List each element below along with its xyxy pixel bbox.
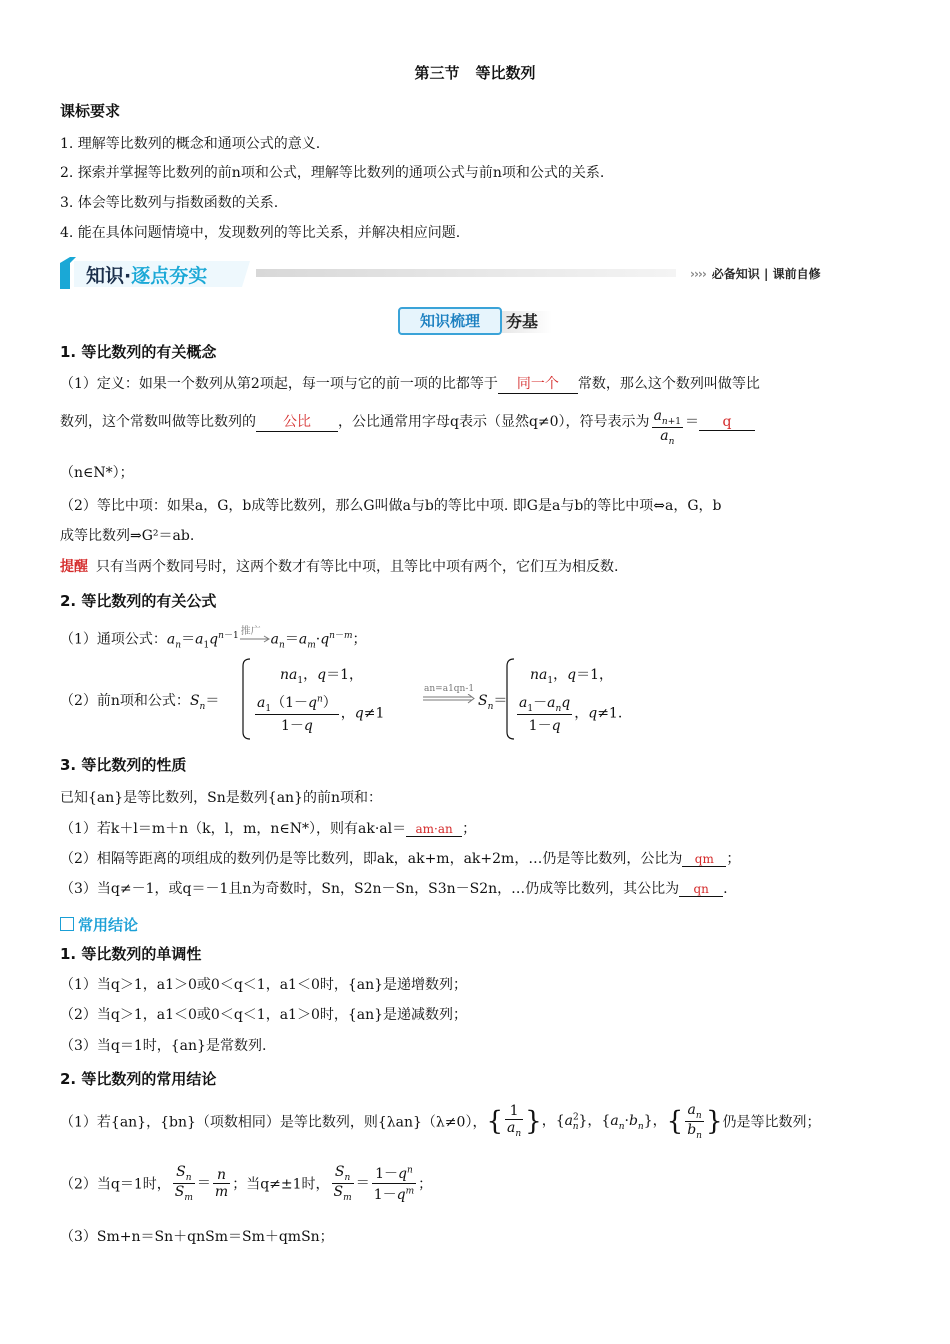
conclusion-text: 仍是等比数列； [722,1114,821,1131]
monotonic-3: （3）当q＝1时，{an}是常数列. [60,1038,267,1054]
property-1: （1）若k＋l＝m＋n（k，l，m，n∈N*），则有ak·al＝ am·an ； [60,821,477,837]
general-term-formula: （1）通项公式：$a_n=a_1q^{n-1}$ 推广 $a_n=a_m\cdot q^{n-m}$； [60,628,367,650]
section-topic: 等比数列 [475,64,536,82]
sum-case-3: $na_1$，q＝1， [530,667,614,686]
sub-banner-box: 知识梳理 [398,307,502,335]
definition-text: 常数，那么这个数列叫做等比 [577,376,760,392]
conclusion-3: （3）Sm+n＝Sn＋qnSm＝Sm＋qmSn； [60,1229,334,1245]
requirement-item: 2. 探索并掌握等比数列的前n项和公式，理解等比数列的通项公式与前n项和公式的关系. [60,165,605,181]
mean-line-2: 成等比数列⇒G²＝ab. [60,528,195,544]
sub-banner-text: 夯基 [506,312,539,331]
conclusion-1: （1）若{an}，{bn}（项数相同）是等比数列，则{λan}（λ≠0），{ $\frac{1}{a_n}$ }，$\{a^2_n\}$，$\{a_n\cdot b_n\}$，{ $\frac{a_n}{b_n}$ }仍是等比数列； [60,1102,821,1141]
chevrons-icon: ›››› [690,267,706,281]
ratio-fraction: $\frac{a_{n+1}}{a_n}$ [653,408,681,447]
s2-heading: 2. 等比数列的有关公式 [60,592,217,610]
sum-fraction: $\frac{a_1(1-q^n)}{1-q}$ [255,692,339,735]
definition-line-1 [60,373,760,394]
requirement-item: 3. 体会等比数列与指数函数的关系. [60,195,279,211]
reminder [60,556,618,576]
sn-sm-fraction: $\frac{S_n}{S_m}$ [174,1164,193,1203]
property-text: （2）相隔等距离的项组成的数列仍是等比数列，即ak，ak+m，ak+2m，…仍是等比数列，公比为 [60,851,683,867]
banner-tags [690,265,821,282]
answer-blank-1: 同一个 [498,373,578,394]
reminder-label: 提醒 [60,559,88,575]
definition-text: （1）定义：如果一个数列从第2项起，每一项与它的前一项的比都等于 [60,376,498,392]
requirement-item: 1. 理解等比数列的概念和通项公式的意义. [60,136,321,152]
monotonic-1: （1）当q＞1，a1＞0或0＜q＜1，a1＜0时，{an}是递增数列； [60,977,468,993]
definition-text: 数列，这个常数叫做等比数列的 [60,413,256,430]
monotonic-heading: 1. 等比数列的单调性 [60,945,202,963]
banner-title [86,261,207,288]
banner-separator: | [763,267,769,281]
conclusion-text: （2）当q＝1时， [60,1176,171,1193]
banner-divider-bar [256,269,676,277]
mean-line-1: （2）等比中项：如果a，G，b成等比数列，那么G叫做a与b的等比中项. 即G是a与b的等比中项⇔a，G，b [60,498,722,514]
s1-heading: 1. 等比数列的有关概念 [60,343,217,361]
answer-blank-2: 公比 [256,411,338,432]
formula-label: （2）前n项和公式： [60,693,190,709]
requirements-heading: 课标要求 [60,102,121,120]
definition-line-3: （n∈N*）； [60,465,134,481]
quotient-fraction: $\frac{a_n}{b_n}$ [687,1102,702,1141]
banner-title-main: 知识 [86,265,125,287]
long-arrow-icon [422,694,476,704]
section-number: 第三节 [414,64,460,82]
conclusion-text: ；当q≠±1时， [232,1176,330,1193]
banner-tag-1: 必备知识 [711,267,760,281]
conclusion-text: （1）若{an}，{bn}（项数相同）是等比数列，则{λan}（λ≠0）， [60,1114,487,1131]
sn-sm-fraction-2: $\frac{S_n}{S_m}$ [333,1164,352,1203]
sum-formula-label: （2）前n项和公式：$S_n=$ [60,693,220,712]
s3-heading: 3. 等比数列的性质 [60,756,187,774]
power-fraction: $\frac{1-q^n}{1-q^m}$ [372,1163,416,1204]
banner-title-accent: 逐点夯实 [131,265,208,287]
property-3: （3）当q≠－1，或q＝－1且n为奇数时，Sn，S2n－Sn，S3n－S2n，…仍成等比数列，其公比为 qn . [60,881,728,897]
sum-fraction-2: $\frac{a_1-a_nq}{1-q}$ [517,692,572,735]
section-banner [60,255,860,291]
properties-intro: 已知{an}是等比数列，Sn是数列{an}的前n项和： [60,790,382,806]
sum-case-2: $\frac{a_1(1-q^n)}{1-q}$ ，q≠1 [253,692,384,735]
property-text: （3）当q≠－1，或q＝－1且n为奇数时，Sn，S2n－Sn，S3n－S2n，…仍成等比数列，其公比为 [60,881,680,897]
n-m-fraction: $\frac{n}{m}$ [214,1167,229,1200]
answer-blank-4: am·an [406,822,462,837]
banner-title-dot: · [124,265,132,287]
extend-arrow [239,625,271,644]
answer-blank-3: q [699,414,755,431]
common-conclusions-heading: 2. 等比数列的常用结论 [60,1070,217,1088]
long-arrow-icon [239,634,271,644]
banner-tag-2: 课前自修 [772,267,821,281]
reciprocal-fraction: $\frac{1}{a_n}$ [507,1103,522,1140]
answer-blank-5: qm [682,852,726,867]
checkbox-square-icon [60,917,74,931]
extend-arrow-label: 推广 [240,625,261,637]
property-2: （2）相隔等距离的项组成的数列仍是等比数列，即ak，ak+m，ak+2m，…仍是等比数列，公比为 qm ； [60,851,741,867]
conclusions-heading [60,914,138,935]
sum-case-4: $\frac{a_1-a_nq}{1-q}$ ，q≠1. [515,692,622,735]
sum-case-1: $na_1$，q＝1， [280,667,364,686]
answer-blank-6: qn [679,882,723,897]
monotonic-2: （2）当q＞1，a1＜0或0＜q＜1，a1＞0时，{an}是递减数列； [60,1007,468,1023]
requirement-item: 4. 能在具体问题情境中，发现数列的等比关系，并解决相应问题. [60,225,461,241]
page-title [0,62,950,83]
left-brace-icon [240,658,252,740]
reminder-text: 只有当两个数同号时，这两个数才有等比中项，且等比中项有两个，它们互为相反数. [96,559,619,575]
conclusions-heading-text: 常用结论 [78,916,139,934]
property-text: （1）若k＋l＝m＋n（k，l，m，n∈N*），则有ak·al＝ [60,821,407,837]
definition-text: ，公比通常用字母q表示（显然q≠0），符号表示为 [338,413,650,430]
formula-label: （1）通项公式： [60,631,167,648]
conclusion-2: （2）当q＝1时， $\frac{S_n}{S_m}$ ＝ $\frac{n}{m}$ ；当q≠±1时， $\frac{S_n}{S_m}$ ＝ $\frac{1-q^n}{1-q^m}$ ； [60,1164,433,1203]
sum-arrow-label: an=a1qn-1 [424,684,475,694]
sum-formula-right: $S_n=$ [478,693,508,712]
definition-line-2: 数列，这个常数叫做等比数列的 公比 ，公比通常用字母q表示（显然q≠0），符号表示为 $\frac{a_{n+1}}{a_n}$ ＝ q [60,408,755,447]
